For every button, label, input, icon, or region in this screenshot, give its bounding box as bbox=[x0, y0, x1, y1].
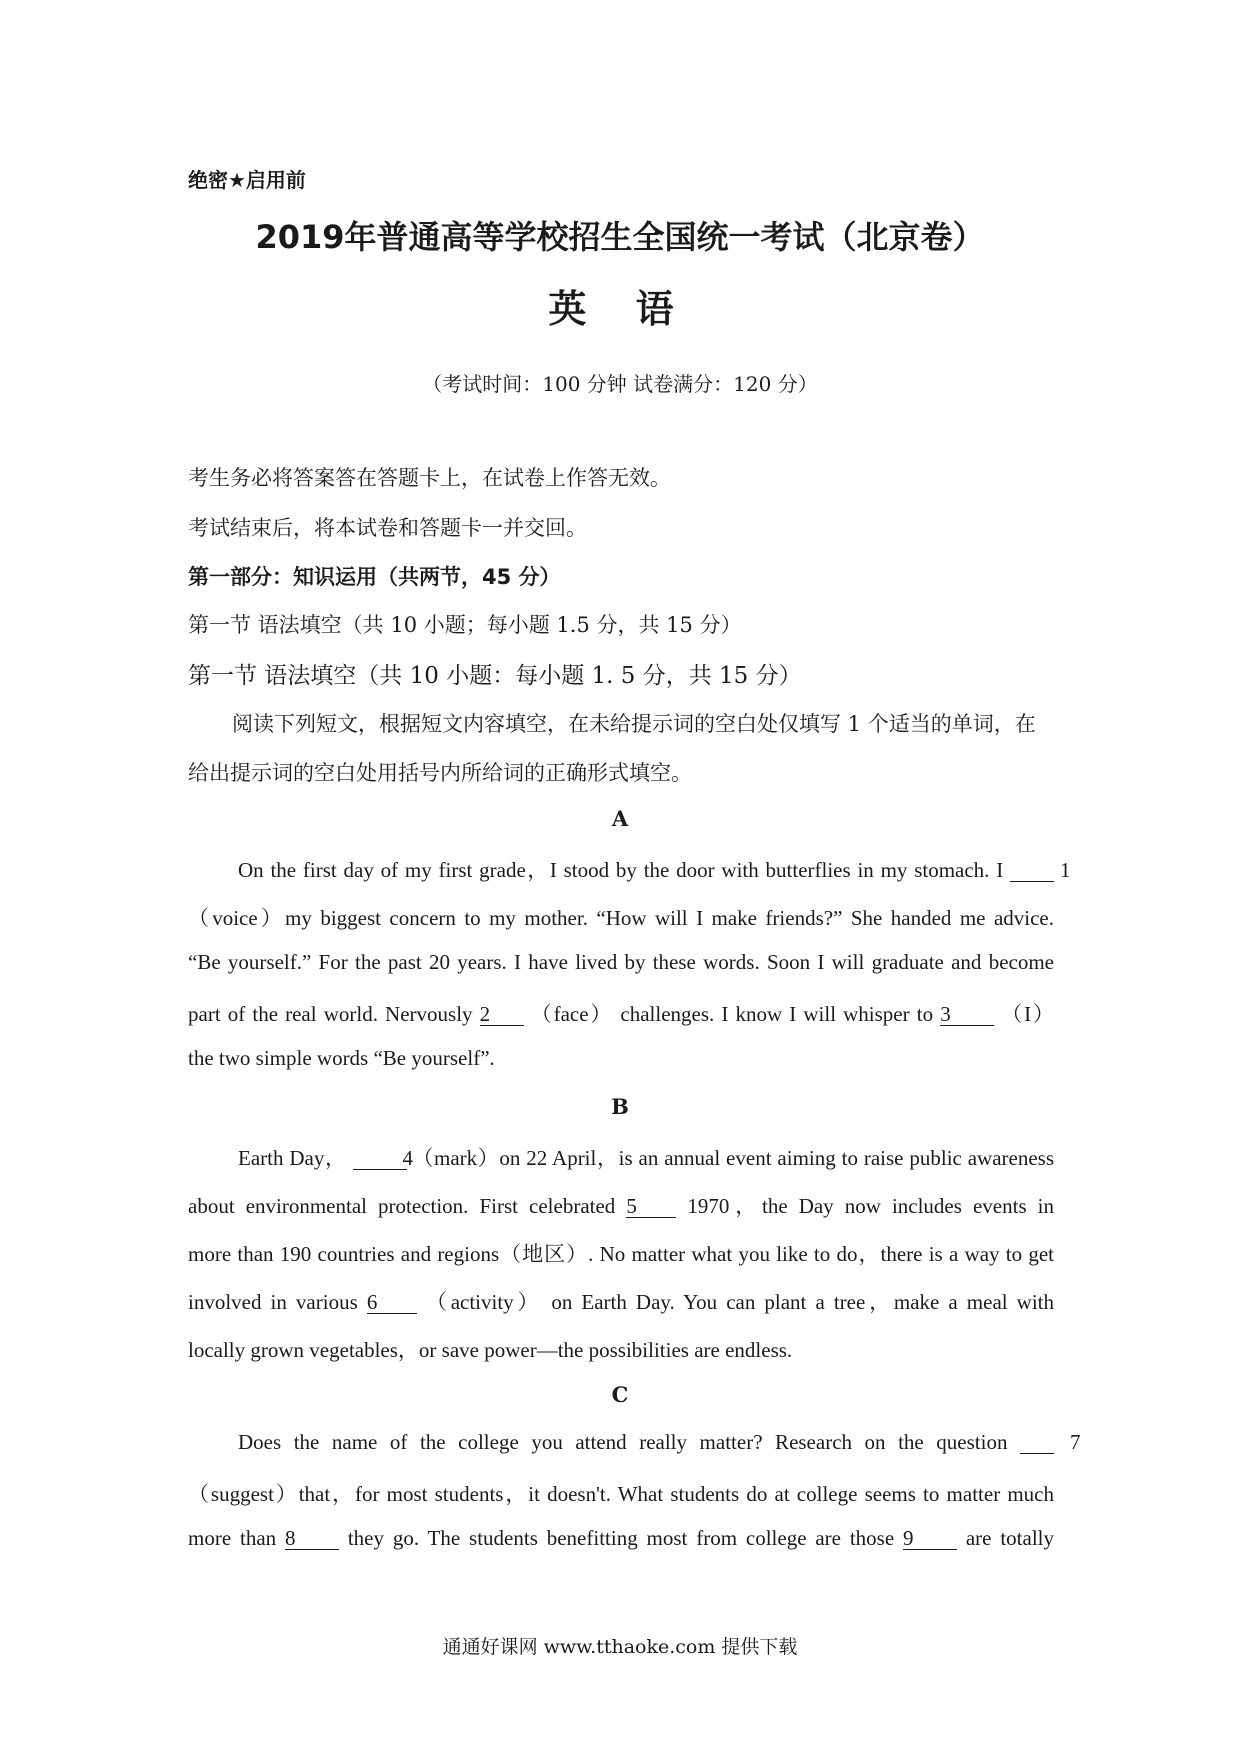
passage-b-line-4 bbox=[188, 1286, 1054, 1316]
blank-7[interactable]: 7 bbox=[1020, 1431, 1054, 1454]
passage-text: （face） challenges. I know I will whisper to bbox=[530, 1002, 934, 1026]
passage-c-line-2: （suggest）that，for most students，it doesn't. What students do at college seems to matter much bbox=[188, 1482, 1054, 1506]
passage-a-line-3: “Be yourself.” For the past 20 years. I have lived by these words. Soon I will graduate and become bbox=[188, 950, 1054, 974]
passage-a-line-4 bbox=[188, 998, 1054, 1028]
directions-line-2: 给出提示词的空白处用括号内所给词的正确形式填空。 bbox=[188, 761, 692, 785]
passage-b-line-1 bbox=[188, 1142, 1054, 1172]
section1-heading-duplicate: 第一节 语法填空（共 10 小题：每小题 1. 5 分，共 15 分） bbox=[188, 663, 802, 689]
passage-text: about environmental protection. First celebrated bbox=[188, 1194, 616, 1218]
passage-text: Earth Day， bbox=[238, 1146, 347, 1170]
passage-text: involved in various bbox=[188, 1290, 358, 1314]
passage-a-line-2: （voice）my biggest concern to my mother. “How will I make friends?” She handed me advice. bbox=[188, 906, 1054, 930]
passage-a-line-5: the two simple words “Be yourself”. bbox=[188, 1046, 495, 1070]
blank-4[interactable]: 4 bbox=[353, 1147, 407, 1170]
section1-heading: 第一节 语法填空（共 10 小题；每小题 1.5 分，共 15 分） bbox=[188, 613, 742, 637]
passage-c-line-1 bbox=[188, 1430, 1081, 1455]
passage-a-line-1 bbox=[188, 854, 1071, 884]
passage-text: they go. The students benefitting most from college are those bbox=[347, 1526, 895, 1550]
subject-title: 英 语 bbox=[548, 287, 692, 331]
blank-3[interactable]: 3 bbox=[940, 1003, 994, 1026]
passage-b-label: B bbox=[611, 1094, 629, 1119]
time-info: （考试时间：100 分钟 试卷满分：120 分） bbox=[422, 372, 818, 396]
blank-8[interactable]: 8 bbox=[285, 1527, 339, 1550]
passage-b-line-2 bbox=[188, 1190, 1054, 1220]
passage-text: （mark）on 22 April，is an annual event aiming to raise public awareness bbox=[412, 1146, 1055, 1170]
passage-c-label: C bbox=[611, 1382, 629, 1407]
passage-text: 1970，the Day now includes events in bbox=[687, 1194, 1054, 1218]
blank-5[interactable]: 5 bbox=[626, 1195, 676, 1218]
passage-text: more than bbox=[188, 1526, 277, 1550]
exam-title: 2019年普通高等学校招生全国统一考试（北京卷） bbox=[255, 218, 985, 256]
part1-title: 第一部分：知识运用（共两节，45 分） bbox=[188, 565, 561, 589]
confidential-label: 绝密★启用前 bbox=[188, 168, 306, 192]
passage-c-line-3 bbox=[188, 1526, 1054, 1551]
passage-text: Does the name of the college you attend really matter? Research on the question bbox=[238, 1430, 1008, 1454]
blank-9[interactable]: 9 bbox=[903, 1527, 957, 1550]
instruction-1: 考生务必将答案答在答题卡上，在试卷上作答无效。 bbox=[188, 466, 671, 490]
footer-source: 通通好课网 www.tthaoke.com 提供下载 bbox=[442, 1636, 798, 1658]
blank-6[interactable]: 6 bbox=[367, 1291, 417, 1314]
passage-b-line-5: locally grown vegetables，or save power—the possibilities are endless. bbox=[188, 1338, 793, 1362]
passage-a-label: A bbox=[611, 806, 629, 831]
blank-2[interactable]: 2 bbox=[480, 1003, 524, 1026]
passage-text: （I） bbox=[1001, 1002, 1055, 1026]
passage-text: are totally bbox=[965, 1526, 1054, 1550]
passage-text: part of the real world. Nervously bbox=[188, 1002, 473, 1026]
directions-line-1: 阅读下列短文，根据短文内容填空，在未给提示词的空白处仅填写 1 个适当的单词，在 bbox=[232, 712, 1036, 736]
passage-b-line-3: more than 190 countries and regions（地区）. No matter what you like to do，there is a way to get bbox=[188, 1242, 1054, 1266]
blank-1[interactable]: 1 bbox=[1010, 859, 1054, 882]
passage-text: （activity） on Earth Day. You can plant a tree，make a meal with bbox=[425, 1290, 1055, 1314]
instruction-2: 考试结束后，将本试卷和答题卡一并交回。 bbox=[188, 516, 587, 540]
passage-text: On the first day of my first grade，I stood by the door with butterflies in my stomach. I bbox=[238, 858, 1004, 882]
